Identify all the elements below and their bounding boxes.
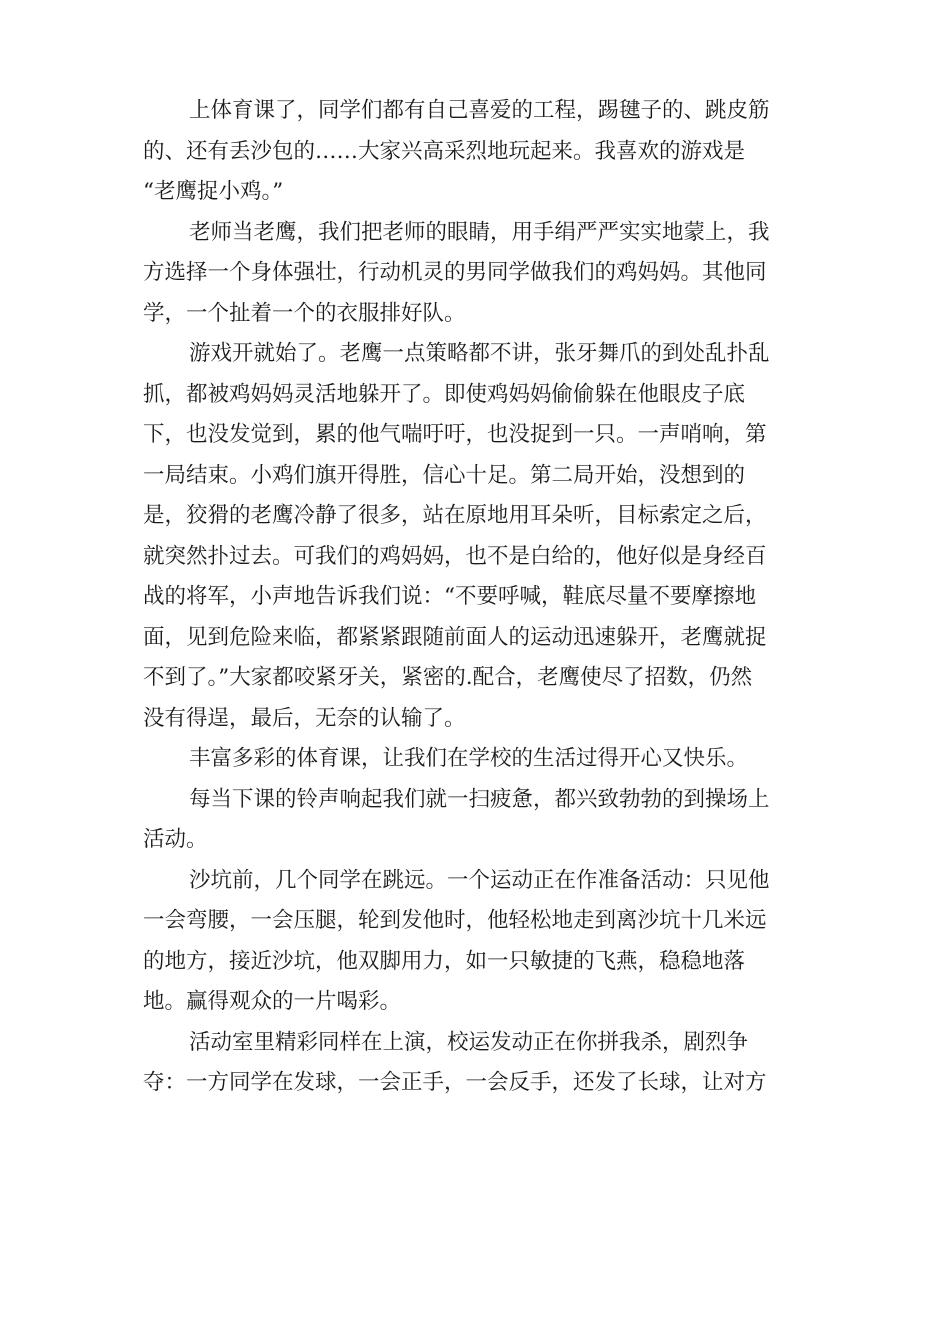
text-line: 的地方，接近沙坑，他双脚用力，如一只敏捷的飞燕，稳稳地落 bbox=[143, 948, 746, 974]
text-line: 活动。 bbox=[143, 827, 208, 852]
document-body bbox=[143, 91, 811, 1104]
text-line: 不到了。”大家都咬紧牙关，紧密的.配合，老鹰使尽了招数，仍然 bbox=[143, 665, 753, 690]
text-line: 每当下课的铃声响起我们就一扫疲惫，都兴致勃勃的到操场上 bbox=[189, 786, 770, 812]
text-line: 方选择一个身体强壮，行动机灵的男同学做我们的鸡妈妈。其他同 bbox=[143, 260, 767, 285]
text-line: 没有得逞，最后，无奈的认输了。 bbox=[143, 705, 466, 731]
text-line: 老师当老鹰，我们把老师的眼睛，用手绢严严实实地蒙上，我 bbox=[189, 219, 770, 245]
text-line: 抓，都被鸡妈妈灵活地躲开了。即使鸡妈妈偷偷躲在他眼皮子底 bbox=[143, 381, 746, 407]
text-line: 一会弯腰，一会压腿，轮到发他时，他轻松地走到离沙坑十几米远 bbox=[143, 908, 767, 933]
text-line: “老鹰捉小鸡。” bbox=[143, 179, 284, 204]
text-line: 丰富多彩的体育课，让我们在学校的生活过得开心又快乐。 bbox=[189, 746, 749, 771]
text-line: 游戏开就始了。老鹰一点策略都不讲，张牙舞爪的到处乱扑乱 bbox=[189, 341, 770, 366]
text-line: 就突然扑过去。可我们的鸡妈妈，也不是白给的，他好似是身经百 bbox=[143, 543, 767, 569]
text-line: 面，见到危险来临，都紧紧跟随前面人的运动迅速躲开，老鹰就捉 bbox=[143, 624, 767, 650]
text-line: 下，也没发觉到，累的他气喘吁吁，也没捉到一只。一声哨响，第 bbox=[143, 422, 767, 447]
text-line: 是，狡猾的老鹰冷静了很多，站在原地用耳朵听，目标索定之后， bbox=[143, 503, 767, 528]
text-line: 一局结束。小鸡们旗开得胜，信心十足。第二局开始，没想到的 bbox=[143, 462, 746, 488]
text-line: 战的将军，小声地告诉我们说：“不要呼喊，鞋底尽量不要摩擦地 bbox=[143, 584, 756, 609]
text-line: 地。赢得观众的一片喝彩。 bbox=[143, 989, 402, 1014]
text-line: 的、还有丢沙包的……大家兴高采烈地玩起来。我喜欢的游戏是 bbox=[143, 138, 746, 164]
text-line: 学，一个扯着一个的衣服排好队。 bbox=[143, 300, 466, 326]
text-line: 上体育课了，同学们都有自己喜爱的工程，踢毽子的、跳皮筋 bbox=[189, 98, 770, 123]
text-line: 沙坑前，几个同学在跳远。一个运动正在作准备活动：只见他 bbox=[189, 867, 770, 893]
text-line: 夺：一方同学在发球，一会正手，一会反手，还发了长球，让对方 bbox=[143, 1070, 767, 1095]
text-line: 活动室里精彩同样在上演，校运发动正在你拼我杀，剧烈争 bbox=[189, 1029, 749, 1055]
